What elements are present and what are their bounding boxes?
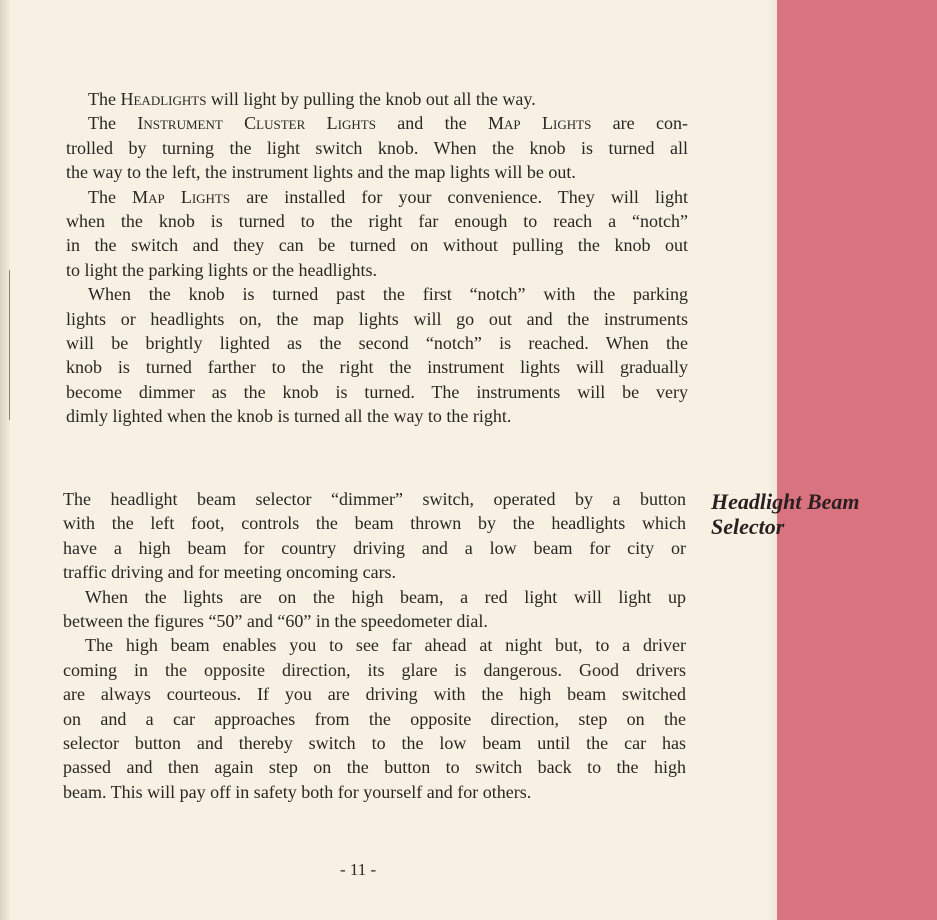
text-run: The high beam enables you to see far ahead at night but, to a driver <box>85 635 686 656</box>
text-run: are always courteous. If you are driving with the high beam switched <box>63 684 686 705</box>
small-caps-term: Map Lights <box>488 113 592 134</box>
text-run: passed and then again step on the button to switch back to the high <box>63 757 686 778</box>
pink-margin-tab <box>777 0 937 920</box>
text-line <box>63 536 686 560</box>
small-caps-term: Map Lights <box>132 186 231 207</box>
text-line <box>63 658 686 682</box>
text-line <box>63 780 686 804</box>
heading-line: Headlight Beam <box>711 489 860 514</box>
text-line <box>63 560 686 584</box>
text-line <box>66 258 688 282</box>
text-line <box>66 87 688 111</box>
text-run: will be brightly lighted as the second “notch” is reached. When the <box>66 332 688 353</box>
text-line <box>63 633 686 657</box>
text-run: knob is turned farther to the right the instrument lights will gradually <box>66 357 688 378</box>
text-line <box>66 111 688 135</box>
page-number: - 11 - <box>340 860 377 879</box>
text-line <box>66 136 688 160</box>
text-run: have a high beam for country driving and a low beam for city or <box>63 537 686 558</box>
lights-section-text <box>66 87 688 428</box>
text-line <box>63 511 686 535</box>
text-line <box>66 307 688 331</box>
text-run: coming in the opposite direction, its glare is dangerous. Good drivers <box>63 659 686 680</box>
text-line <box>63 707 686 731</box>
text-run: selector button and thereby switch to the low beam until the car has <box>63 732 686 753</box>
text-run: are con- <box>591 113 688 134</box>
text-run: The headlight beam selector “dimmer” switch, operated by a button <box>63 489 686 509</box>
text-run: the way to the left, the instrument lights and the map lights will be out. <box>66 162 576 183</box>
text-line <box>66 233 688 257</box>
text-run: on and a car approaches from the opposite direction, step on the <box>63 708 686 729</box>
text-run: to light the parking lights or the headlights. <box>66 259 377 280</box>
gutter-line <box>9 270 10 420</box>
text-line <box>66 404 688 428</box>
small-caps-term: Headlights <box>120 89 207 109</box>
text-run: with the left foot, controls the beam thrown by the headlights which <box>63 513 686 534</box>
small-caps-term: Instrument Cluster Lights <box>137 113 376 134</box>
text-line <box>63 487 686 511</box>
text-run: The <box>88 186 133 207</box>
text-line <box>66 380 688 404</box>
text-run: When the knob is turned past the first “notch” with the parking <box>88 284 688 305</box>
text-run: beam. This will pay off in safety both for yourself and for others. <box>63 781 532 802</box>
text-line <box>63 609 686 633</box>
text-line <box>66 355 688 379</box>
text-line <box>63 755 686 779</box>
text-line <box>63 585 686 609</box>
page-gutter <box>0 0 10 920</box>
text-run: become dimmer as the knob is turned. The instruments will be very <box>66 381 688 402</box>
text-run: The <box>88 89 121 109</box>
text-run: When the lights are on the high beam, a red light will light up <box>85 586 686 607</box>
text-run: dimly lighted when the knob is turned all the way to the right. <box>66 406 512 427</box>
text-line <box>66 209 688 233</box>
headlight-beam-selector-text <box>63 487 686 804</box>
text-run: between the figures “50” and “60” in the speedometer dial. <box>63 610 488 631</box>
text-line <box>66 185 688 209</box>
text-line <box>66 282 688 306</box>
text-run: are installed for your convenience. They will light <box>230 186 688 207</box>
text-line <box>66 331 688 355</box>
text-line <box>63 731 686 755</box>
text-run: lights or headlights on, the map lights will go out and the instruments <box>66 308 688 329</box>
text-run: The <box>88 113 138 134</box>
text-run: when the knob is turned to the right far enough to reach a “notch” <box>66 210 688 231</box>
section-heading-headlight-beam-selector <box>711 489 931 539</box>
text-run: in the switch and they can be turned on without pulling the knob out <box>66 235 688 256</box>
text-run: will light by pulling the knob out all the way. <box>206 89 536 109</box>
text-line <box>66 160 688 184</box>
text-run: traffic driving and for meeting oncoming cars. <box>63 562 397 583</box>
text-run: and the <box>375 113 489 134</box>
text-run: trolled by turning the light switch knob. When the knob is turned all <box>66 137 688 158</box>
heading-line: Selector <box>711 514 785 539</box>
text-line <box>63 682 686 706</box>
